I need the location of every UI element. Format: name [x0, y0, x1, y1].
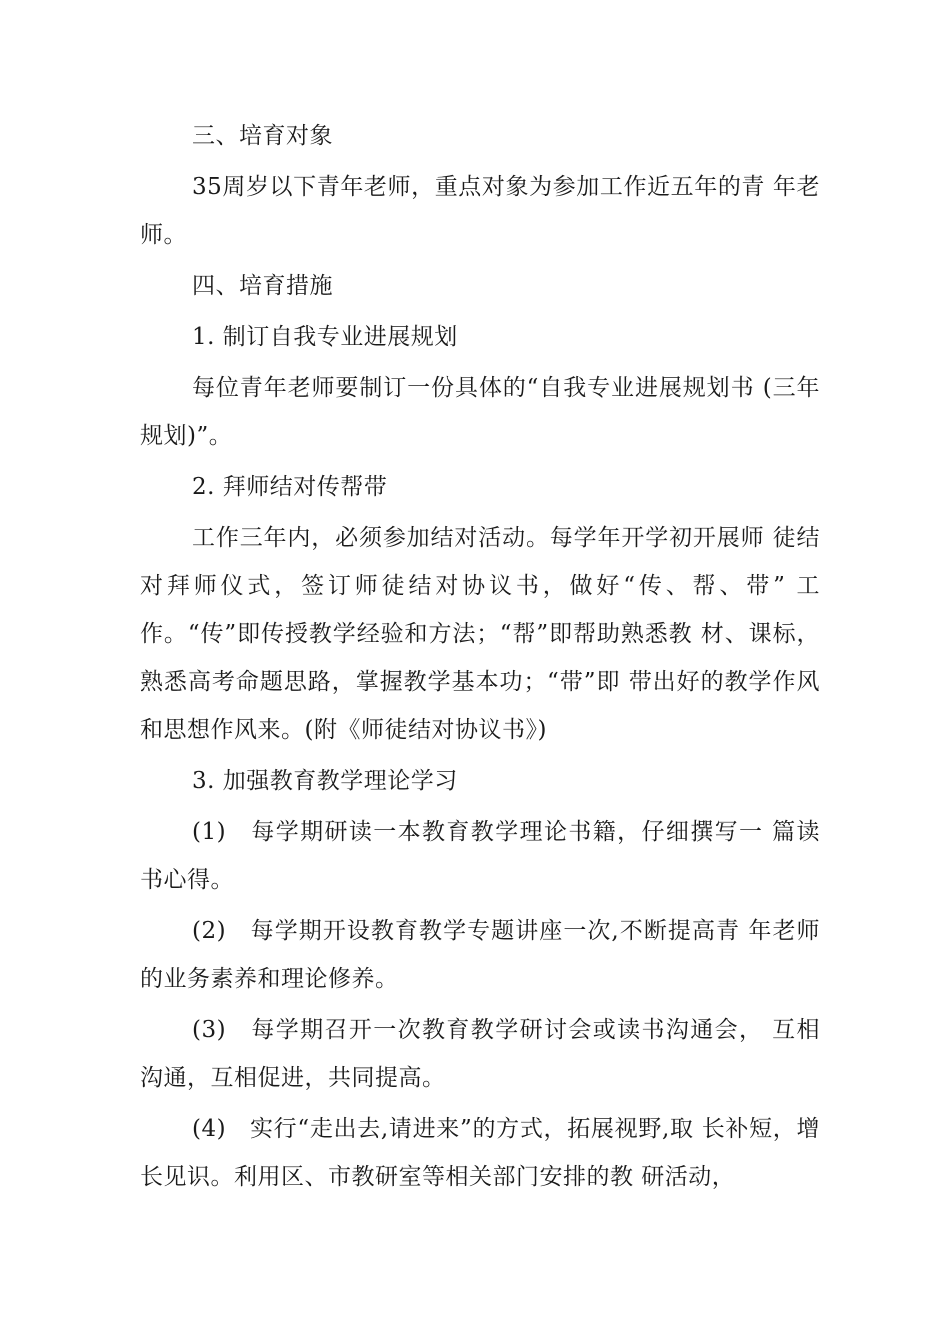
paragraph-training-targets: 35周岁以下青年老师，重点对象为参加工作近五年的青 年老师。 [140, 174, 820, 248]
subheading-self-development-plan: 1. 制订自我专业进展规划 [192, 324, 458, 350]
section-heading-training-targets: 三、培育对象 [192, 123, 333, 149]
document-body [140, 112, 820, 1204]
subheading-mentorship: 2. 拜师结对传帮带 [192, 474, 388, 500]
paragraph-theory-study-3: (3) 每学期召开一次教育教学研讨会或读书沟通会， 互相沟通，互相促进，共同提高。 [140, 1017, 820, 1091]
section-heading-training-measures: 四、培育措施 [192, 273, 333, 299]
paragraph-self-development-plan: 每位青年老师要制订一份具体的“自我专业进展规划书 (三年规划)”。 [140, 375, 820, 449]
paragraph-theory-study-2: (2) 每学期开设教育教学专题讲座一次,不断提高青 年老师的业务素养和理论修养。 [140, 918, 820, 992]
paragraph-mentorship: 工作三年内，必须参加结对活动。每学年开学初开展师 徒结对拜师仪式，签订师徒结对协议书，做好“传、帮、带” 工作。“传”即传授教学经验和方法；“帮”即帮助熟悉教 材、课标，熟悉高考命题思路，掌握教学基本功；“带”即 带出好的教学作风和思想作风来。(附《师徒结对协议书》) [140, 525, 820, 743]
paragraph-theory-study-4: (4) 实行“走出去,请进来”的方式，拓展视野,取 长补短，增长见识。利用区、市教研室等相关部门安排的教 研活动， [140, 1116, 820, 1190]
subheading-theory-study: 3. 加强教育教学理论学习 [192, 768, 458, 794]
paragraph-theory-study-1: (1) 每学期研读一本教育教学理论书籍，仔细撰写一 篇读书心得。 [140, 819, 820, 893]
